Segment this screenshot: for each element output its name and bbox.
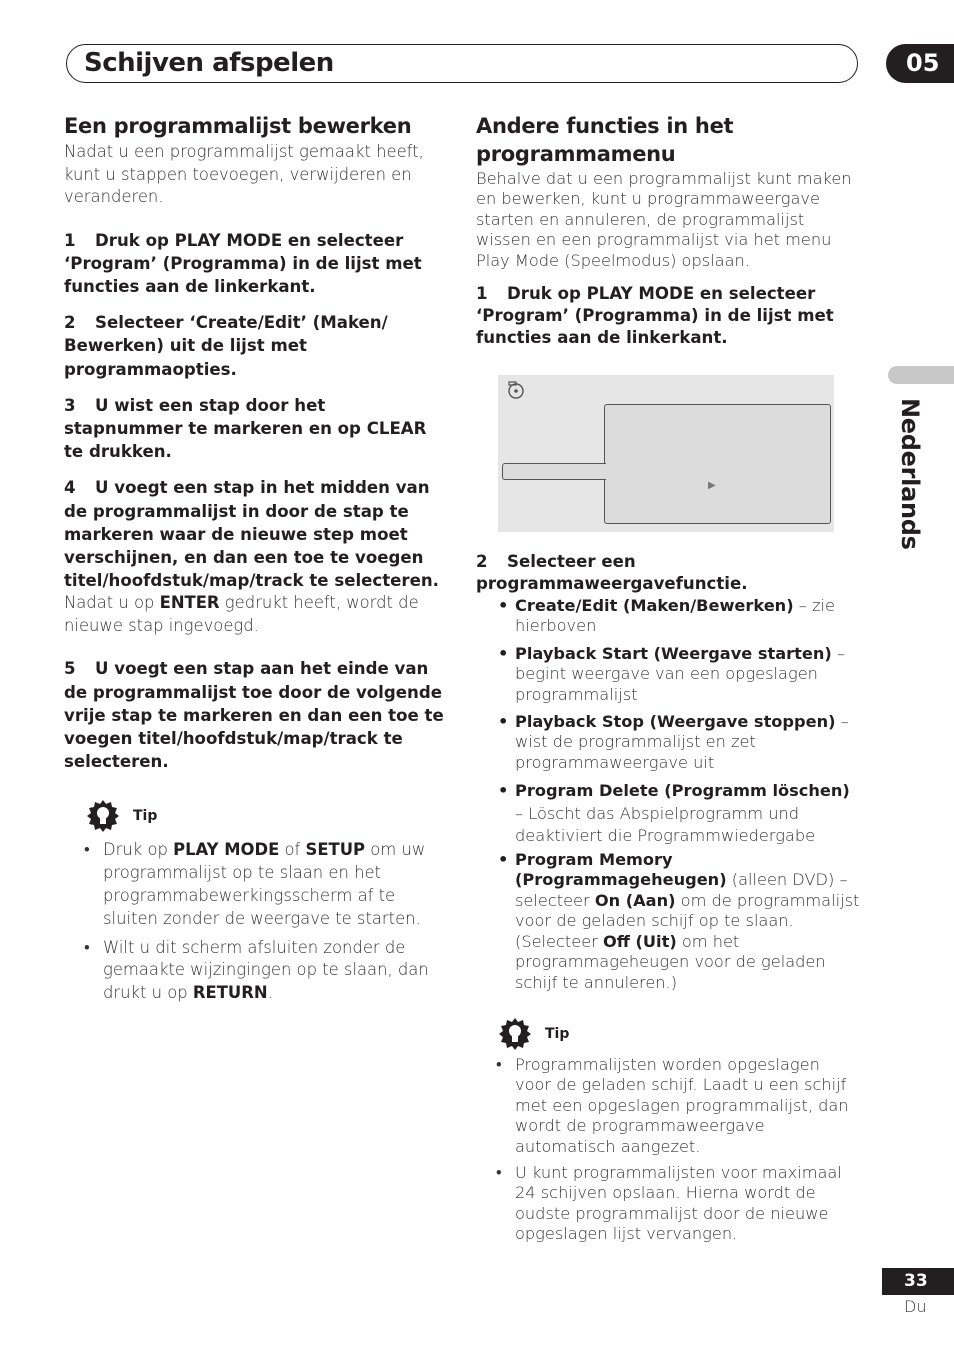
edit-step-5 — [64, 657, 449, 773]
lightbulb-tip-icon — [86, 799, 120, 833]
function-item — [498, 780, 860, 848]
section-heading-edit: Een programmalijst bewerken — [64, 114, 412, 138]
step-number: 5 — [64, 659, 76, 679]
tip-list — [84, 839, 449, 1005]
tip-text: . — [267, 983, 273, 1003]
step-text: Druk op PLAY MODE en selecteer ‘Program’ (Programma) in de lijst met functies aan de linkerkant. — [64, 230, 422, 296]
edit-step-3 — [64, 394, 449, 464]
function-item — [498, 596, 860, 637]
step-number: 1 — [476, 284, 488, 304]
play-mode-key: PLAY MODE — [173, 840, 280, 860]
options-panel — [604, 404, 831, 524]
step-number: 1 — [64, 230, 76, 250]
function-item — [498, 712, 860, 773]
tip-item — [84, 937, 449, 1005]
function-name: Create/Edit (Maken/Bewerken) — [515, 596, 794, 616]
functions-step-1 — [476, 283, 860, 349]
edit-step-1 — [64, 229, 449, 299]
disc-icon — [506, 379, 526, 399]
function-item — [498, 850, 860, 993]
functions-step-2 — [476, 551, 860, 595]
function-desc: – zie hierboven — [515, 596, 835, 636]
function-desc: – begint weergave van een opgeslagen programmalijst — [515, 643, 846, 704]
step-number: 3 — [64, 395, 76, 415]
function-list — [498, 596, 860, 993]
tip-list — [496, 1055, 860, 1245]
step-number: 4 — [64, 478, 76, 498]
function-desc: om de programmalijst voor de geladen schijf op te slaan. (Selecteer — [515, 890, 860, 951]
step-text: Selecteer een programmaweergavefunctie. — [476, 552, 748, 594]
page-language-code: Du — [904, 1297, 927, 1316]
function-name: Program Delete (Programm löschen) — [515, 781, 850, 801]
edit-intro: Nadat u een programmalijst gemaakt heeft, kunt u stappen toevoegen, verwijderen en veranderen. — [64, 142, 424, 206]
language-label: Nederlands — [896, 398, 924, 550]
tip-item: • Programmalijsten worden opgeslagen voor de geladen schijf. Laadt u een schijf met een opgeslagen programmalijst, dan wordt de programmaweergave automatisch aangezet. — [496, 1055, 860, 1157]
functions-intro: Behalve dat u een programmalijst kunt maken en bewerken, kunt u programmaweergave starten en annuleren, de programmalijst wissen en een programmalijst via het menu Play Mode (Speelmodus) opslaan. — [476, 169, 852, 270]
step-number: 2 — [476, 552, 488, 572]
step-number: 2 — [64, 313, 76, 333]
function-desc: – Löscht das Abspielprogramm und deaktiviert die Programmwiedergabe — [515, 803, 816, 846]
lightbulb-tip-icon — [498, 1017, 532, 1051]
setup-key: SETUP — [305, 840, 366, 860]
step-text: Selecteer ‘Create/Edit’ (Maken/ Bewerken) uit de lijst met programmaopties. — [64, 313, 388, 379]
edit-step-2 — [64, 311, 449, 381]
tip-item: • U kunt programmalijsten voor maximaal 24 schijven opslaan. Hierna wordt de oudste programmalijst door de nieuwe opgeslagen lijst vervangen. — [496, 1163, 860, 1245]
on-option: On (Aan) — [594, 890, 676, 910]
function-name: Playback Stop (Weergave stoppen) — [515, 712, 836, 732]
section-heading-functions: Andere functies in het programmamenu — [476, 114, 734, 166]
function-item — [498, 644, 860, 705]
language-tab-marker — [888, 366, 954, 384]
tip-text: om uw programmalijst op te slaan en het programmabewerkingsscherm af te sluiten zonder de weergave te starten. — [103, 840, 426, 928]
tip-label: Tip — [133, 808, 158, 825]
tab-connector — [604, 465, 607, 478]
return-key: RETURN — [192, 983, 268, 1003]
note-text: Nadat u op — [64, 593, 160, 613]
function-desc: (alleen DVD) – selecteer — [515, 870, 848, 910]
step-text: U wist een stap door het stapnummer te markeren en op CLEAR te drukken. — [64, 395, 427, 462]
step-text: U voegt een stap aan het einde van de programmalijst toe door de volgende vrije stap te markeren en dan een toe te voegen titel/hoofdstuk/map/track te selecteren. — [64, 659, 444, 772]
function-desc: – wist de programmalijst en zet programmaweergave uit — [515, 712, 849, 772]
chapter-badge: 05 — [886, 44, 954, 83]
function-name: Program Memory (Programmageheugen) — [515, 850, 727, 890]
left-column — [64, 112, 449, 1005]
off-option: Off (Uit) — [602, 931, 677, 951]
tip-text: of — [279, 840, 306, 860]
tip-header — [86, 799, 449, 833]
edit-step-4 — [64, 476, 449, 592]
tip-label: Tip — [545, 1025, 570, 1042]
step-text: Druk op PLAY MODE en selecteer ‘Program’ (Programma) in de lijst met functies aan de linkerkant. — [476, 284, 834, 348]
note-text: gedrukt heeft, wordt de nieuwe stap ingevoegd. — [64, 593, 419, 635]
function-name: Playback Start (Weergave starten) — [515, 643, 832, 663]
tip-header — [498, 1017, 860, 1051]
right-column — [476, 112, 860, 1245]
step-4-note — [64, 592, 449, 637]
chevron-right-icon: ▶ — [708, 480, 716, 492]
tip-item — [84, 839, 449, 930]
page-title: Schijven afspelen — [84, 48, 334, 78]
tip-text: Druk op — [103, 840, 174, 860]
step-text: U voegt een stap in het midden van de programmalijst in door de stap te markeren waar de nieuwe step moet verschijnen, en dan een toe te voegen titel/hoofdstuk/map/track te selecteren. — [64, 478, 439, 591]
play-mode-screen-illustration — [498, 375, 834, 532]
enter-key: ENTER — [159, 593, 220, 613]
page-number: 33 — [882, 1268, 954, 1295]
function-list-tab — [502, 463, 606, 480]
function-desc: om het programmageheugen voor de geladen schijf te annuleren.) — [515, 931, 826, 992]
tip-text: Wilt u dit scherm afsluiten zonder de gemaakte wijzingingen op te slaan, dan drukt u op — [103, 937, 429, 1003]
